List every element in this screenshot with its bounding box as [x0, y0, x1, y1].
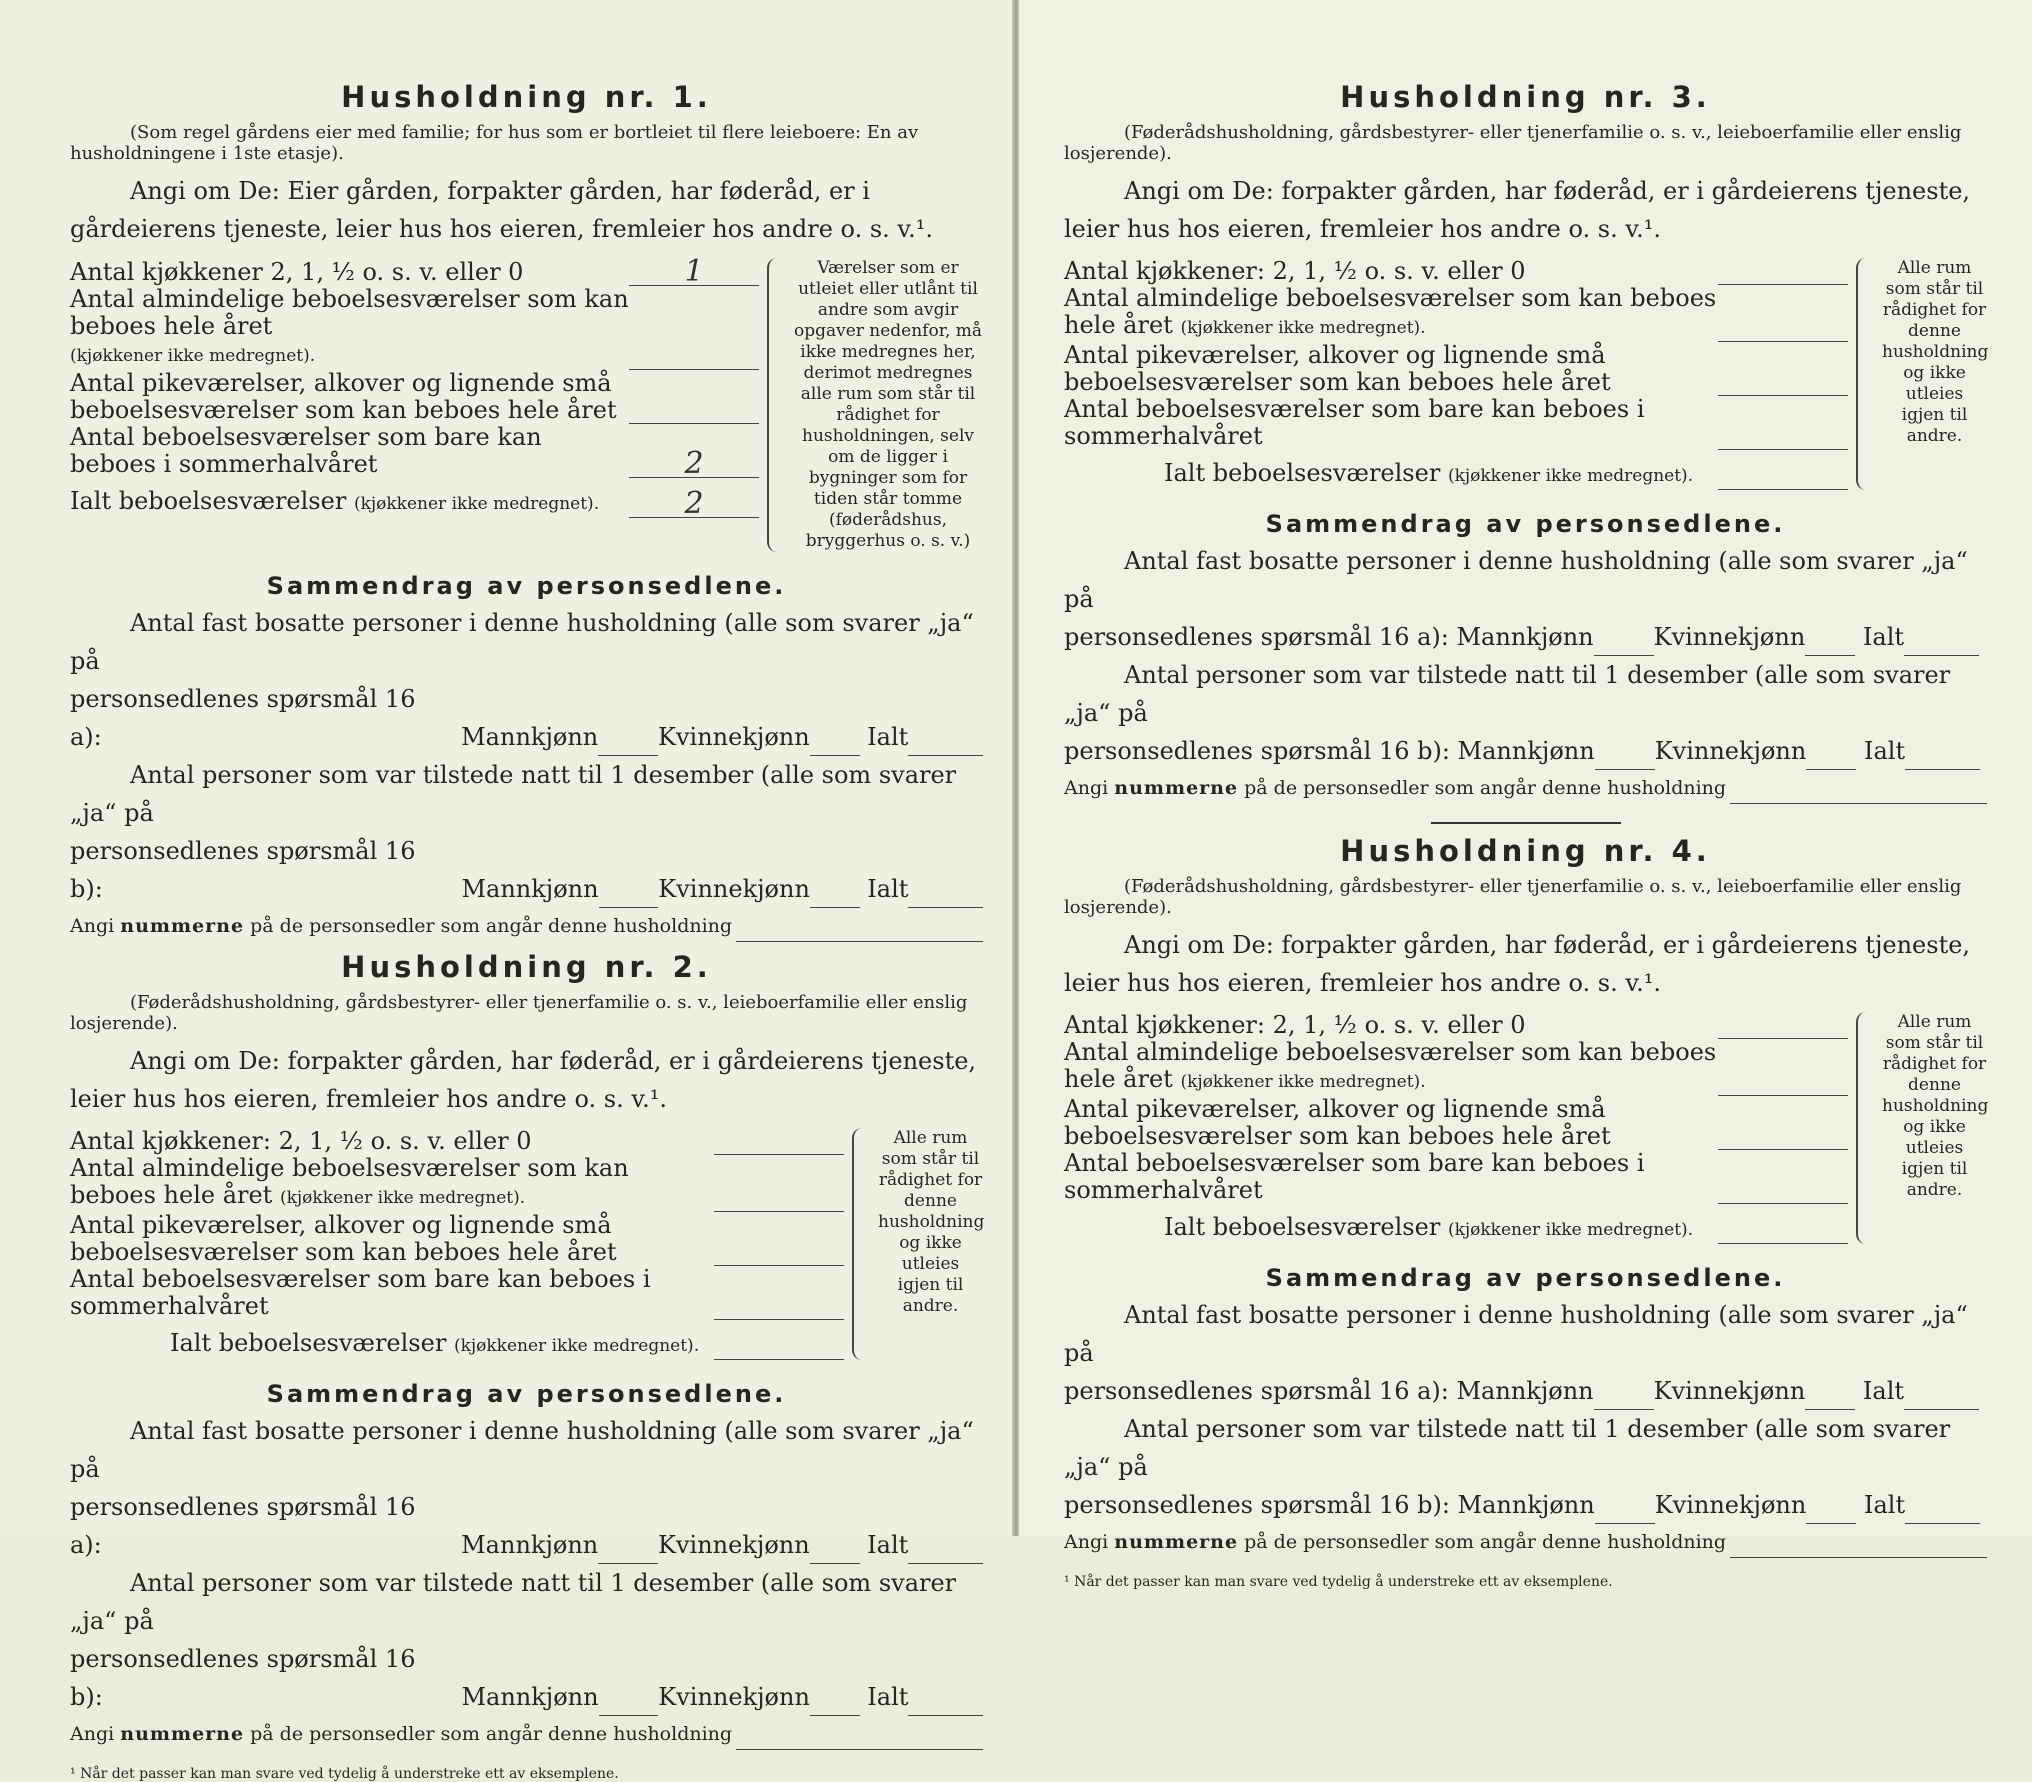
- ordinary-rooms-value[interactable]: [1718, 1095, 1848, 1096]
- kitchens-row: Antal kjøkkener: 2, 1, ½ o. s. v. eller 0: [70, 1128, 844, 1155]
- kitchens-row: Antal kjøkkener: 2, 1, ½ o. s. v. eller 0: [1064, 258, 1848, 285]
- household-1-note: (Som regel gårdens eier med familie; for hus som er bortleiet til flere leieboere: En av husholdningene i 1ste etasje).: [70, 122, 919, 164]
- maid-rooms-row: Antal pikeværelser, alkover og lignende små beboelsesværelser som kan beboes hele året: [70, 1212, 844, 1266]
- household-4-angi: Angi om De: forpakter gården, har føderåd, er i gårdeierens tjeneste, leier hus hos eieren, fremleier hos andre o. s. v.¹.: [1064, 931, 1971, 997]
- total-field[interactable]: [908, 1695, 983, 1716]
- maid-rooms-value[interactable]: [1718, 1149, 1848, 1150]
- female-field[interactable]: [1805, 635, 1855, 656]
- total-rooms-value[interactable]: 2: [629, 490, 759, 518]
- kitchens-value[interactable]: 1: [629, 258, 759, 286]
- kitchens-value[interactable]: [1718, 284, 1848, 285]
- total-rooms-row: Ialt beboelsesværelser (kjøkkener ikke medregnet).: [1064, 1214, 1848, 1244]
- household-2: Husholdning nr. 2. (Føderådshusholdning, gårdsbestyrer- eller tjenerfamilie o. s. v., leieboerfamilie eller enslig losjerende). Angi om De: forpakter gården, har føderåd, er i gårdeierens tjeneste, leier hus hos eieren, fremleier hos andre o. s. v.¹. Antal kjøkkener: 2, 1, ½ o. s. v. eller 0 Antal almindelige beboelsesværelser som kan beboes hele året (kjøkkener ikke medregnet). Antal pikeværelser, alkover og lignende små beboelsesværelser som kan beboes hele året Antal beboelsesværelser som bare kan beboes i sommerhalvåret Ialt beboelsesværelser (kjøkkener ikke medregnet). Alle rum som står til rådighet for denne husholdning og ikke utleies igjen til andre. Sammendrag av personsedlene. Antal fast bosatte personer i denne husholdning (alle som svarer „ja“ på personsedlenes spørsmål 16 a): Mannkjønn Kvinnekjønn Ialt Antal personer som var tilstede natt til 1 desember (alle som svarer „ja“ på personsedlenes spørsmål 16 b): Mannkjønn Kvinnekjønn Ialt Angi nummerne på de personsedler som angår denne husholdning ¹ Når det passer kan man svare ved tydelig å understreke ett av eksemplene.: [70, 950, 985, 1782]
- household-2-side-note: Alle rum som står til rådighet for denne husholdning og ikke utleies igjen til andre.: [878, 1128, 985, 1316]
- kitchens-row: Antal kjøkkener: 2, 1, ½ o. s. v. eller 0: [1064, 1012, 1848, 1039]
- maid-rooms-row: Antal pikeværelser, alkover og lignende små beboelsesværelser som kan beboes hele året: [70, 370, 759, 424]
- total-field[interactable]: [908, 887, 983, 908]
- female-field[interactable]: [1805, 1389, 1855, 1410]
- total-field[interactable]: [1905, 1503, 1980, 1524]
- maid-rooms-value[interactable]: [1718, 395, 1848, 396]
- summary-title: Sammendrag av personsedlene.: [266, 1380, 787, 1408]
- household-4-title: Husholdning nr. 4.: [1340, 834, 1711, 868]
- ordinary-rooms-row: Antal almindelige beboelsesværelser som kan beboes hele året (kjøkkener ikke medregnet).: [70, 1155, 844, 1212]
- summer-rooms-row: Antal beboelsesværelser som bare kan beboes i sommerhalvåret: [1064, 1150, 1848, 1204]
- summary-title: Sammendrag av personsedlene.: [1265, 1264, 1786, 1292]
- total-rooms-value[interactable]: [1718, 1243, 1848, 1244]
- right-page: [1019, 0, 2032, 1590]
- household-2-rooms: [70, 1128, 983, 1360]
- male-field[interactable]: [599, 1695, 659, 1716]
- household-3-title: Husholdning nr. 3.: [1340, 80, 1711, 114]
- male-field[interactable]: [598, 1543, 658, 1564]
- left-page: [0, 0, 1013, 1782]
- brace: [852, 1128, 870, 1360]
- household-1-angi: Angi om De: Eier gården, forpakter gården, har føderåd, er i gårdeierens tjeneste, leier hus hos eieren, fremleier hos andre o. s. v.¹.: [70, 177, 933, 243]
- female-field[interactable]: [810, 735, 860, 756]
- ordinary-rooms-value[interactable]: [714, 1211, 844, 1212]
- numbers-field[interactable]: [1730, 789, 1987, 804]
- household-1-rooms: [70, 254, 983, 552]
- household-1-side-note: Værelser som er utleiet eller utlånt til andre som avgir opgaver nedenfor, må ikke medregnes her, derimot medregnes alle rum som står til rådighet for husholdningen, selv om de ligger i bygninger som for tiden står tomme (føderådshus, bryggerhus o. s. v.): [793, 258, 983, 551]
- total-field[interactable]: [908, 1543, 983, 1564]
- numbers-line: Angi nummerne på de personsedler som angår denne husholdning: [70, 1718, 983, 1750]
- female-field[interactable]: [810, 887, 860, 908]
- male-field[interactable]: [1595, 1503, 1655, 1524]
- numbers-line: Angi nummerne på de personsedler som angår denne husholdning: [1064, 772, 1987, 804]
- ordinary-rooms-row: Antal almindelige beboelsesværelser som kan beboes hele året (kjøkkener ikke medregnet).: [1064, 1039, 1848, 1096]
- maid-rooms-row: Antal pikeværelser, alkover og lignende små beboelsesværelser som kan beboes hele året: [1064, 1096, 1848, 1150]
- q16a-fields: personsedlenes spørsmål 16 a): Mannkjønn Kvinnekjønn Ialt: [70, 680, 983, 756]
- household-3-side-note: Alle rum som står til rådighet for denne husholdning og ikke utleies igjen til andre.: [1882, 258, 1989, 446]
- kitchens-row: Antal kjøkkener 2, 1, ½ o. s. v. eller 0 1: [70, 258, 759, 286]
- household-4-note: (Føderådshusholdning, gårdsbestyrer- eller tjenerfamilie o. s. v., leieboerfamilie eller enslig losjerende).: [1064, 876, 1962, 918]
- total-field[interactable]: [1904, 635, 1979, 656]
- q16b-fields: personsedlenes spørsmål 16 b): Mannkjønn Kvinnekjønn Ialt: [1064, 732, 1987, 770]
- total-rooms-value[interactable]: [1718, 489, 1848, 490]
- ordinary-rooms-value[interactable]: [629, 369, 759, 370]
- household-2-title: Husholdning nr. 2.: [341, 950, 712, 984]
- numbers-line: Angi nummerne på de personsedler som angår denne husholdning: [70, 910, 983, 942]
- female-field[interactable]: [810, 1695, 860, 1716]
- female-field[interactable]: [1806, 749, 1856, 770]
- male-field[interactable]: [1594, 635, 1654, 656]
- kitchens-value[interactable]: [714, 1154, 844, 1155]
- numbers-line: Angi nummerne på de personsedler som angår denne husholdning: [1064, 1526, 1987, 1558]
- brace: [1856, 1012, 1874, 1244]
- household-3-angi: Angi om De: forpakter gården, har føderåd, er i gårdeierens tjeneste, leier hus hos eieren, fremleier hos andre o. s. v.¹.: [1064, 177, 1971, 243]
- total-field[interactable]: [1905, 749, 1980, 770]
- female-field[interactable]: [810, 1543, 860, 1564]
- household-1: Husholdning nr. 1. (Som regel gårdens eier med familie; for hus som er bortleiet til flere leieboere: En av husholdningene i 1ste etasje). Angi om De: Eier gården, forpakter gården, har føderåd, er i gårdeierens tjeneste, leier hus hos eieren, fremleier hos andre o. s. v.¹. Antal kjøkkener 2, 1, ½ o. s. v. eller 0 1 Antal almindelige beboelsesværelser som kan beboes hele året (kjøkkener ikke medregnet). Antal pikeværelser, alkover og lignende små beboelsesværelser som kan beboes hele året Antal beboelsesværelser som bare kan beboes i sommerhalvåret 2 Ialt beboelsesværelser (kjøkkener ikke medregnet). 2 Værelser som er utleiet eller utlånt til andre som avgir opgaver nedenfor, må ikke medregnes her, derimot medregnes alle rum som står til rådighet for husholdningen, selv om de ligger i bygninger som for tiden står tomme (føderådshus, bryggerhus o. s. v.) Sammendrag av personsedlene. Antal fast bosatte personer i denne husholdning (alle som svarer „ja“ på personsedlenes spørsmål 16 a): Mannkjønn Kvinnekjønn Ialt Antal personer som var tilstede natt til 1 desember (alle som svarer „ja“ på personsedlenes spørsmål 16 b): Mannkjønn Kvinnekjønn Ialt Angi nummerne på de personsedler som angår denne husholdning: [70, 80, 983, 942]
- brace: [767, 258, 785, 552]
- q16b-fields: personsedlenes spørsmål 16 b): Mannkjønn Kvinnekjønn Ialt: [70, 1640, 983, 1716]
- section-divider: [1431, 822, 1621, 824]
- footnote: ¹ Når det passer kan man svare ved tydelig å understreke ett av eksemplene.: [1064, 1574, 1613, 1590]
- total-rooms-row: Ialt beboelsesværelser (kjøkkener ikke medregnet). 2: [70, 488, 759, 518]
- summer-rooms-value[interactable]: [1718, 449, 1848, 450]
- household-3-rooms: [1064, 258, 1987, 490]
- q16b-fields: personsedlenes spørsmål 16 b): Mannkjønn Kvinnekjønn Ialt: [70, 832, 983, 908]
- male-field[interactable]: [1595, 749, 1655, 770]
- summer-rooms-value[interactable]: [714, 1319, 844, 1320]
- ordinary-rooms-value[interactable]: [1718, 341, 1848, 342]
- male-field[interactable]: [1594, 1389, 1654, 1410]
- household-2-note: (Føderådshusholdning, gårdsbestyrer- eller tjenerfamilie o. s. v., leieboerfamilie eller enslig losjerende).: [70, 992, 968, 1034]
- household-3: Husholdning nr. 3. (Føderådshusholdning, gårdsbestyrer- eller tjenerfamilie o. s. v., leieboerfamilie eller enslig losjerende). Angi om De: forpakter gården, har føderåd, er i gårdeierens tjeneste, leier hus hos eieren, fremleier hos andre o. s. v.¹. Antal kjøkkener: 2, 1, ½ o. s. v. eller 0 Antal almindelige beboelsesværelser som kan beboes hele året (kjøkkener ikke medregnet). Antal pikeværelser, alkover og lignende små beboelsesværelser som kan beboes hele året Antal beboelsesværelser som bare kan beboes i sommerhalvåret Ialt beboelsesværelser (kjøkkener ikke medregnet). Alle rum som står til rådighet for denne husholdning og ikke utleies igjen til andre. Sammendrag av personsedlene. Antal fast bosatte personer i denne husholdning (alle som svarer „ja“ på personsedlenes spørsmål 16 a): Mannkjønn Kvinnekjønn Ialt Antal personer som var tilstede natt til 1 desember (alle som svarer „ja“ på personsedlenes spørsmål 16 b): Mannkjønn Kvinnekjønn Ialt Angi nummerne på de personsedler som angår denne husholdning: [1064, 80, 1987, 804]
- footnote: ¹ Når det passer kan man svare ved tydelig å understreke ett av eksemplene.: [70, 1766, 619, 1782]
- summer-rooms-row: Antal beboelsesværelser som bare kan beboes i sommerhalvåret 2: [70, 424, 759, 478]
- maid-rooms-row: Antal pikeværelser, alkover og lignende små beboelsesværelser som kan beboes hele året: [1064, 342, 1848, 396]
- household-3-note: (Føderådshusholdning, gårdsbestyrer- eller tjenerfamilie o. s. v., leieboerfamilie eller enslig losjerende).: [1064, 122, 1962, 164]
- numbers-field[interactable]: [1730, 1543, 1987, 1558]
- numbers-field[interactable]: [736, 927, 983, 942]
- q16a-fields: personsedlenes spørsmål 16 a): Mannkjønn Kvinnekjønn Ialt: [70, 1488, 983, 1564]
- maid-rooms-value[interactable]: [629, 423, 759, 424]
- household-2-angi: Angi om De: forpakter gården, har føderåd, er i gårdeierens tjeneste, leier hus hos eieren, fremleier hos andre o. s. v.¹.: [70, 1047, 977, 1113]
- male-field[interactable]: [599, 887, 659, 908]
- q16b-fields: personsedlenes spørsmål 16 b): Mannkjønn Kvinnekjønn Ialt: [1064, 1486, 1987, 1524]
- total-field[interactable]: [1904, 1389, 1979, 1410]
- ordinary-rooms-row: Antal almindelige beboelsesværelser som kan beboes hele året (kjøkkener ikke medregnet).: [70, 286, 759, 370]
- numbers-field[interactable]: [736, 1735, 983, 1750]
- ordinary-rooms-row: Antal almindelige beboelsesværelser som kan beboes hele året (kjøkkener ikke medregnet).: [1064, 285, 1848, 342]
- female-field[interactable]: [1806, 1503, 1856, 1524]
- q16a-fields: personsedlenes spørsmål 16 a): Mannkjønn Kvinnekjønn Ialt: [1064, 618, 1987, 656]
- total-rooms-row: Ialt beboelsesværelser (kjøkkener ikke medregnet).: [1064, 460, 1848, 490]
- maid-rooms-value[interactable]: [714, 1265, 844, 1266]
- total-rooms-value[interactable]: [714, 1359, 844, 1360]
- total-field[interactable]: [908, 735, 983, 756]
- household-4-side-note: Alle rum som står til rådighet for denne husholdning og ikke utleies igjen til andre.: [1882, 1012, 1989, 1200]
- summer-rooms-row: Antal beboelsesværelser som bare kan beboes i sommerhalvåret: [70, 1266, 844, 1320]
- q16a-fields: personsedlenes spørsmål 16 a): Mannkjønn Kvinnekjønn Ialt: [1064, 1372, 1987, 1410]
- male-field[interactable]: [598, 735, 658, 756]
- brace: [1856, 258, 1874, 490]
- household-4-rooms: [1064, 1012, 1987, 1244]
- kitchens-value[interactable]: [1718, 1038, 1848, 1039]
- summary-title: Sammendrag av personsedlene.: [1265, 510, 1786, 538]
- total-rooms-row: Ialt beboelsesværelser (kjøkkener ikke medregnet).: [70, 1330, 844, 1360]
- summer-rooms-value[interactable]: [1718, 1203, 1848, 1204]
- summer-rooms-value[interactable]: 2: [629, 450, 759, 478]
- household-4: Husholdning nr. 4. (Føderådshusholdning, gårdsbestyrer- eller tjenerfamilie o. s. v., leieboerfamilie eller enslig losjerende). Angi om De: forpakter gården, har føderåd, er i gårdeierens tjeneste, leier hus hos eieren, fremleier hos andre o. s. v.¹. Antal kjøkkener: 2, 1, ½ o. s. v. eller 0 Antal almindelige beboelsesværelser som kan beboes hele året (kjøkkener ikke medregnet). Antal pikeværelser, alkover og lignende små beboelsesværelser som kan beboes hele året Antal beboelsesværelser som bare kan beboes i sommerhalvåret Ialt beboelsesværelser (kjøkkener ikke medregnet). Alle rum som står til rådighet for denne husholdning og ikke utleies igjen til andre. Sammendrag av personsedlene. Antal fast bosatte personer i denne husholdning (alle som svarer „ja“ på personsedlenes spørsmål 16 a): Mannkjønn Kvinnekjønn Ialt Antal personer som var tilstede natt til 1 desember (alle som svarer „ja“ på personsedlenes spørsmål 16 b): Mannkjønn Kvinnekjønn Ialt Angi nummerne på de personsedler som angår denne husholdning ¹ Når det passer kan man svare ved tydelig å understreke ett av eksemplene.: [1064, 834, 1989, 1590]
- summer-rooms-row: Antal beboelsesværelser som bare kan beboes i sommerhalvåret: [1064, 396, 1848, 450]
- summary-title: Sammendrag av personsedlene.: [266, 572, 787, 600]
- household-1-title: Husholdning nr. 1.: [341, 80, 712, 114]
